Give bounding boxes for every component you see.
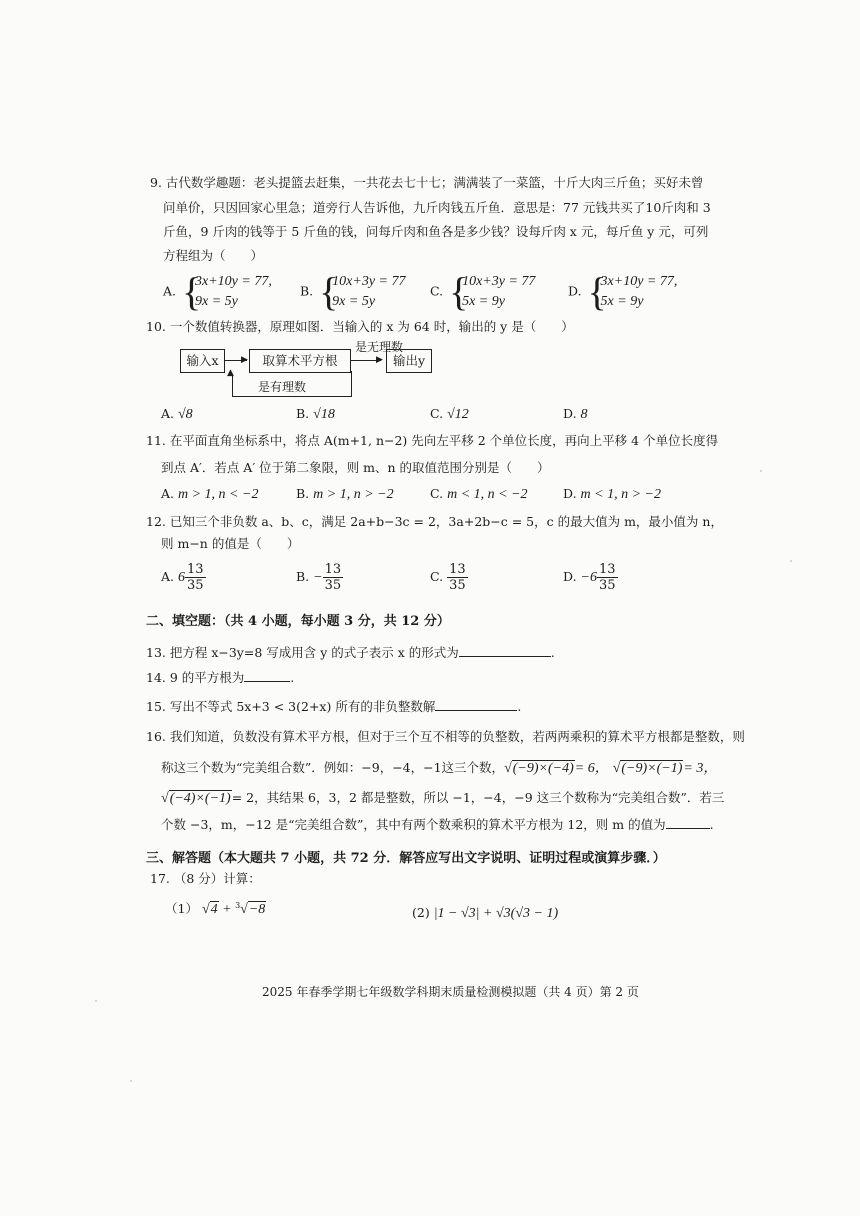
q12-option-b <box>296 562 343 593</box>
q11-option-d-label: D. <box>563 486 577 501</box>
q9-option-a-eq1: 3x+10y = 77, <box>195 274 272 289</box>
q11-option-b-label: B. <box>296 486 310 501</box>
q9-option-c-eq2: 5x = 9y <box>462 294 505 309</box>
q12-option-a-den: 35 <box>187 578 204 593</box>
q17-part1-radicand: 4 <box>210 902 218 918</box>
q16-eq2: = 3， <box>683 761 718 776</box>
q16-sqrt3: (−4)×(−1) <box>169 791 231 806</box>
q9-option-d-eq2: 5x = 9y <box>600 294 644 309</box>
q16-line2-text: 称这三个数为“完美组合数”．例如：−9，−4，−1这三个数， <box>161 760 505 775</box>
q10-option-b <box>296 406 335 423</box>
q9-option-a-label: A. <box>163 283 177 299</box>
q16-sqrt1: (−9)×(−4) <box>512 761 574 776</box>
flow-loop-line <box>351 371 352 397</box>
q14-answer-blank[interactable] <box>244 681 290 682</box>
q17-title: 17. （8 分）计算： <box>150 871 261 886</box>
section-heading-answer: 三、解答题（本大题共 7 小题，共 72 分．解答应写出文字说明、证明过程或演算步骤．） <box>146 851 666 866</box>
q11-option-b-text: m > 1, n > −2 <box>313 487 394 502</box>
q17-part2-label: (2) <box>412 905 430 920</box>
q12-option-b-num: 13 <box>324 562 342 577</box>
q11-option-a-text: m > 1, n < −2 <box>178 487 259 502</box>
q12-option-c-num: 13 <box>449 562 466 577</box>
q15-text: 15. 写出不等式 5x+3 < 3(2+x) 所有的非负整数解 . <box>146 699 522 714</box>
q17-part1: （1） √4 + $^3$√−8 <box>165 901 266 918</box>
scan-speck <box>95 1000 97 1002</box>
q12-option-a-label: A. <box>161 569 175 584</box>
q16-answer-blank[interactable] <box>666 828 710 829</box>
q9-option-d-label: D. <box>568 283 582 299</box>
q9-line4: 方程组为（ ） <box>163 248 264 263</box>
q17-part1-radicand2: −8 <box>248 902 266 918</box>
q14-text: 14. 9 的平方根为 . <box>146 670 295 685</box>
q11-option-a <box>161 486 258 503</box>
q9-option-b-label: B. <box>300 283 314 299</box>
q15-label: 15. 写出不等式 5x+3 < 3(2+x) 所有的非负整数解 <box>146 699 436 714</box>
q17-part1-index: 3 <box>235 901 241 910</box>
q12-option-d <box>563 562 618 593</box>
q12-line1: 12. 已知三个非负数 a、b、c，满足 2a+b−3c = 2，3a+2b−c = 5，c 的最大值为 m，最小值为 n， <box>146 514 723 529</box>
q9-option-c-label: C. <box>430 283 444 299</box>
flow-loop-line <box>232 396 352 397</box>
q11-line2: 到点 A′．若点 A′ 位于第二象限，则 m、n 的取值范围分别是（ ） <box>161 460 550 475</box>
q12-option-c-den: 35 <box>449 578 466 593</box>
q9-line3: 斤鱼，9 斤肉的钱等于 5 斤鱼的钱，问每斤肉和鱼各是多少钱？设每斤肉 x 元，每斤鱼 y 元，可列 <box>163 224 709 239</box>
q10-option-d-label: D. <box>563 406 577 421</box>
q10-option-d <box>563 406 588 423</box>
page-footer: 2025 年春季学期七年级数学科期末质量检测模拟题（共 4 页）第 2 页 <box>262 985 639 999</box>
q12-option-b-den: 35 <box>324 578 342 593</box>
q9-option-d-eq1: 3x+10y = 77, <box>600 274 678 289</box>
q12-option-d-label: D. <box>563 569 577 584</box>
flow-output-box: 输出y <box>386 349 432 373</box>
q10-option-c-text: √12 <box>447 407 469 422</box>
q15-answer-blank[interactable] <box>435 710 517 711</box>
q10-option-c-label: C. <box>430 406 444 421</box>
scan-speck <box>130 1080 132 1082</box>
q12-option-d-num: 13 <box>599 562 616 577</box>
q9-option-a <box>163 272 272 312</box>
q10-option-d-text: 8 <box>580 407 588 422</box>
q12-option-c <box>430 562 468 593</box>
q12-line2: 则 m−n 的值是（ ） <box>161 536 300 551</box>
q11-option-c-text: m < 1, n < −2 <box>447 487 528 502</box>
q17-part1-plus: + <box>218 902 236 918</box>
q11-option-a-label: A. <box>161 486 175 501</box>
q9-option-b-eq1: 10x+3y = 77 <box>332 274 406 289</box>
q17-part1-label: （1） <box>165 901 198 917</box>
q9-line1: 9. 古代数学趣题：老头提篮去赶集，一共花去七十七；满满装了一菜篮，十斤大肉三斤鱼；买好未曾 <box>150 175 704 190</box>
q11-option-c <box>430 486 528 503</box>
q10-option-b-text: √18 <box>313 407 335 422</box>
q13-text: 13. 把方程 x−3y=8 写成用含 y 的式子表示 x 的形式为 . <box>146 645 555 660</box>
q10-option-a-text: √8 <box>178 407 193 422</box>
q13-answer-blank[interactable] <box>459 656 551 657</box>
q10-text: 10. 一个数值转换器，原理如图．当输入的 x 为 64 时，输出的 y 是（ ） <box>146 319 574 334</box>
scan-speck <box>760 470 762 472</box>
q9-option-d <box>568 272 677 312</box>
q11-option-d <box>563 486 661 503</box>
q16-line3-text: = 2，其结果 6，3，2 都是整数，所以 −1，−4，−9 这三个数称为“完美组合数”．若三 <box>231 790 725 805</box>
q10-option-b-label: B. <box>296 406 310 421</box>
q9-line2: 问单价，只因回家心里急；道旁行人告诉他，九斤肉钱五斤鱼．意思是：77 元钱共买了10斤肉和 3 <box>163 200 711 215</box>
q12-option-b-label: B. <box>296 569 310 584</box>
q10-option-c <box>430 406 469 423</box>
q12-option-d-den: 35 <box>599 578 616 593</box>
q16-line4-text: 个数 −3，m，−12 是“完美组合数”，其中有两个数乘积的算术平方根为 12，则 m 的值为 <box>161 817 666 832</box>
flow-irrational-label: 是无理数 <box>355 340 404 354</box>
q17-part2 <box>412 900 558 926</box>
q17-part2-expr-a: |1 − √3| + √3 <box>433 906 511 921</box>
q16-eq1: = 6， <box>574 761 609 776</box>
q16-line1: 16. 我们知道，负数没有算术平方根，但对于三个互不相等的负整数，若两两乘积的算术平方根都是整数，则 <box>146 729 745 744</box>
q16-line4: 个数 −3，m，−12 是“完美组合数”，其中有两个数乘积的算术平方根为 12，则 m 的值为 . <box>161 817 714 832</box>
q12-option-a <box>161 562 206 593</box>
q10-option-a <box>161 406 193 423</box>
q11-line1: 11. 在平面直角坐标系中，将点 A(m+1, n−2) 先向左平移 2 个单位长度，再向上平移 4 个单位长度得 <box>146 433 719 448</box>
flow-process-box: 取算术平方根 <box>249 349 351 373</box>
q11-option-b <box>296 486 394 503</box>
section-heading-fill-in: 二、填空题：（共 4 小题，每小题 3 分，共 12 分） <box>146 614 450 629</box>
q9-option-c <box>430 272 535 312</box>
q12-option-a-prefix: 6 <box>178 570 185 585</box>
flow-input-box: 输入x <box>180 349 225 373</box>
q9-option-a-eq2: 9x = 5y <box>195 294 238 309</box>
arrowhead-icon: ▶ <box>376 355 383 365</box>
q16-line3: √(−4)×(−1)= 2，其结果 6，3，2 都是整数，所以 −1，−4，−9 这三个数称为“完美组合数”．若三 <box>161 790 725 806</box>
q16-sqrt2: (−9)×(−1) <box>621 761 683 776</box>
q11-option-d-text: m < 1, n > −2 <box>580 487 661 502</box>
q10-option-a-label: A. <box>161 406 175 421</box>
q16-line2: 称这三个数为“完美组合数”．例如：−9，−4，−1这三个数，√(−9)×(−4)= 6， √(−9)×(−1)= 3， <box>161 760 718 776</box>
arrowhead-up-icon: ▲ <box>227 368 234 378</box>
flow-rational-label: 是有理数 <box>258 380 307 394</box>
scan-speck <box>790 560 792 562</box>
q9-option-b-eq2: 9x = 5y <box>332 294 376 309</box>
q12-option-c-label: C. <box>430 569 444 584</box>
q9-option-c-eq1: 10x+3y = 77 <box>462 274 536 289</box>
q9-option-b <box>300 272 405 312</box>
q13-label: 13. 把方程 x−3y=8 写成用含 y 的式子表示 x 的形式为 <box>146 645 459 660</box>
q11-option-c-label: C. <box>430 486 444 501</box>
arrowhead-icon: ▶ <box>241 355 248 365</box>
q12-option-d-prefix: −6 <box>580 570 597 585</box>
q17-part2-expr-b: (√3 − 1) <box>510 906 559 921</box>
q14-label: 14. 9 的平方根为 <box>146 670 245 685</box>
q12-option-a-num: 13 <box>187 562 204 577</box>
q12-option-b-prefix: − <box>313 570 323 585</box>
